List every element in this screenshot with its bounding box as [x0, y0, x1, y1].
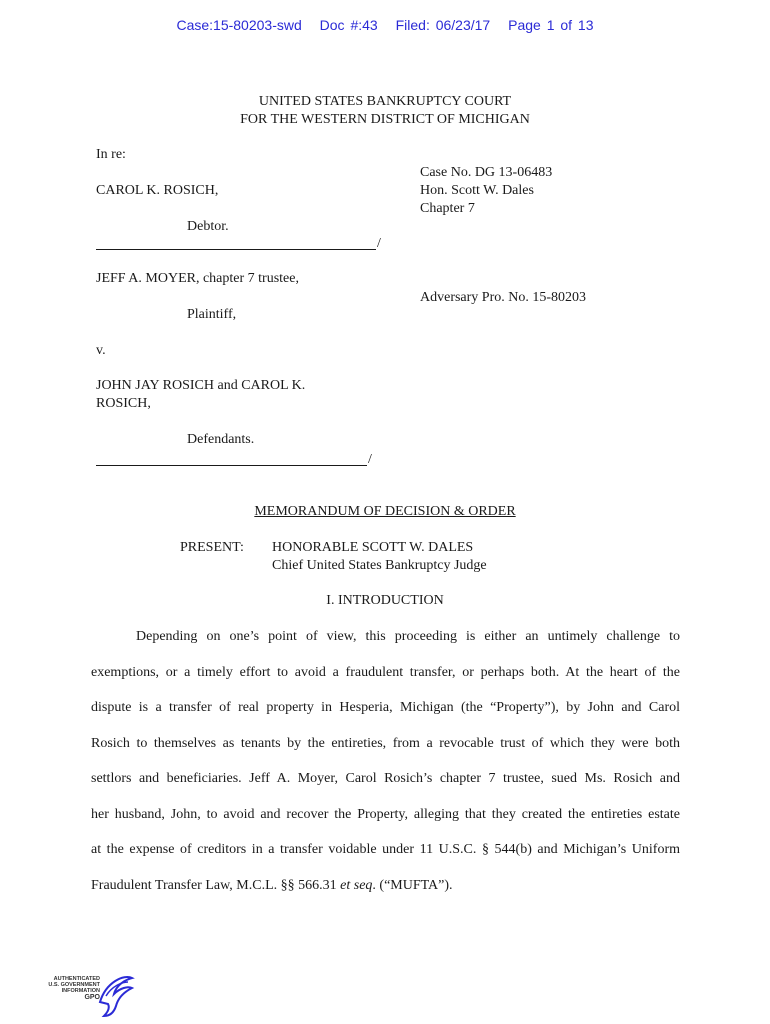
presiding-judge-title: Chief United States Bankruptcy Judge: [272, 558, 487, 573]
caption-divider-1: [96, 249, 376, 250]
header-filed-date: Filed: 06/23/17: [395, 17, 491, 33]
gpo-seal-line3: INFORMATION: [61, 988, 100, 994]
gpo-seal-line2: U.S. GOVERNMENT: [48, 982, 100, 988]
adversary-number: Adversary Pro. No. 15-80203: [420, 290, 587, 305]
chapter-label: Chapter 7: [420, 201, 475, 216]
plaintiff-name: JEFF A. MOYER, chapter 7 trustee,: [96, 271, 299, 286]
section-heading: I. INTRODUCTION: [326, 593, 444, 608]
body-line-8-suffix: . (“MUFTA”).: [372, 878, 453, 893]
court-name-line1: UNITED STATES BANKRUPTCY COURT: [258, 94, 512, 109]
body-line-6: her husband, John, to avoid and recover the Property, alleging that they created the entireties estate: [91, 807, 680, 822]
caption-slash-2: /: [368, 452, 372, 467]
header-case-number: Case:15-80203-swd: [176, 17, 302, 33]
gpo-seal-text: [44, 976, 100, 1002]
present-label: PRESENT:: [180, 540, 244, 555]
debtor-role: Debtor.: [187, 219, 229, 234]
body-line-5: settlors and beneficiaries. Jeff A. Moyer, Carol Rosich’s chapter 7 trustee, sued Ms. Rosich and: [91, 771, 680, 786]
gpo-seal-line1: AUTHENTICATED: [53, 976, 100, 982]
defendants-role: Defendants.: [187, 432, 255, 447]
defendants-line1: JOHN JAY ROSICH and CAROL K.: [96, 378, 306, 393]
versus-label: v.: [96, 343, 106, 358]
body-line-8-prefix: Fraudulent Transfer Law, M.C.L. §§ 566.31: [91, 878, 341, 893]
in-re-label: In re:: [96, 147, 126, 162]
body-line-1: Depending on one’s point of view, this proceeding is either an untimely challenge to: [136, 629, 680, 644]
gpo-seal-line4: GPO: [84, 994, 100, 1001]
gpo-eagle-icon: [96, 972, 136, 1018]
case-number: Case No. DG 13-06483: [420, 165, 553, 180]
body-line-8: [91, 877, 680, 895]
body-line-3: dispute is a transfer of real property in Hesperia, Michigan (the “Property”), by John and Carol: [91, 700, 680, 715]
plaintiff-role: Plaintiff,: [187, 307, 237, 322]
header-doc-number: Doc #:43: [319, 17, 378, 33]
caption-slash-1: /: [377, 236, 381, 251]
caption-divider-2: [96, 465, 367, 466]
court-name-line2: FOR THE WESTERN DISTRICT OF MICHIGAN: [240, 112, 530, 127]
gpo-authentication-seal: [44, 972, 134, 1018]
header-page-number: Page 1 of 13: [508, 17, 594, 33]
body-line-8-italic: et seq: [340, 878, 373, 893]
body-line-2: exemptions, or a timely effort to avoid a fraudulent transfer, or perhaps both. At the heart of the: [91, 665, 680, 680]
defendants-line2: ROSICH,: [96, 396, 151, 411]
debtor-name: CAROL K. ROSICH,: [96, 183, 219, 198]
presiding-judge-name: HONORABLE SCOTT W. DALES: [272, 540, 474, 555]
memorandum-title: MEMORANDUM OF DECISION & ORDER: [254, 504, 516, 519]
body-line-4: Rosich to themselves as tenants by the entireties, from a revocable trust of which they were both: [91, 736, 680, 751]
assigned-judge: Hon. Scott W. Dales: [420, 183, 534, 198]
body-line-7: at the expense of creditors in a transfer voidable under 11 U.S.C. § 544(b) and Michigan’s Uniform: [91, 842, 680, 857]
filing-header: [0, 17, 770, 33]
